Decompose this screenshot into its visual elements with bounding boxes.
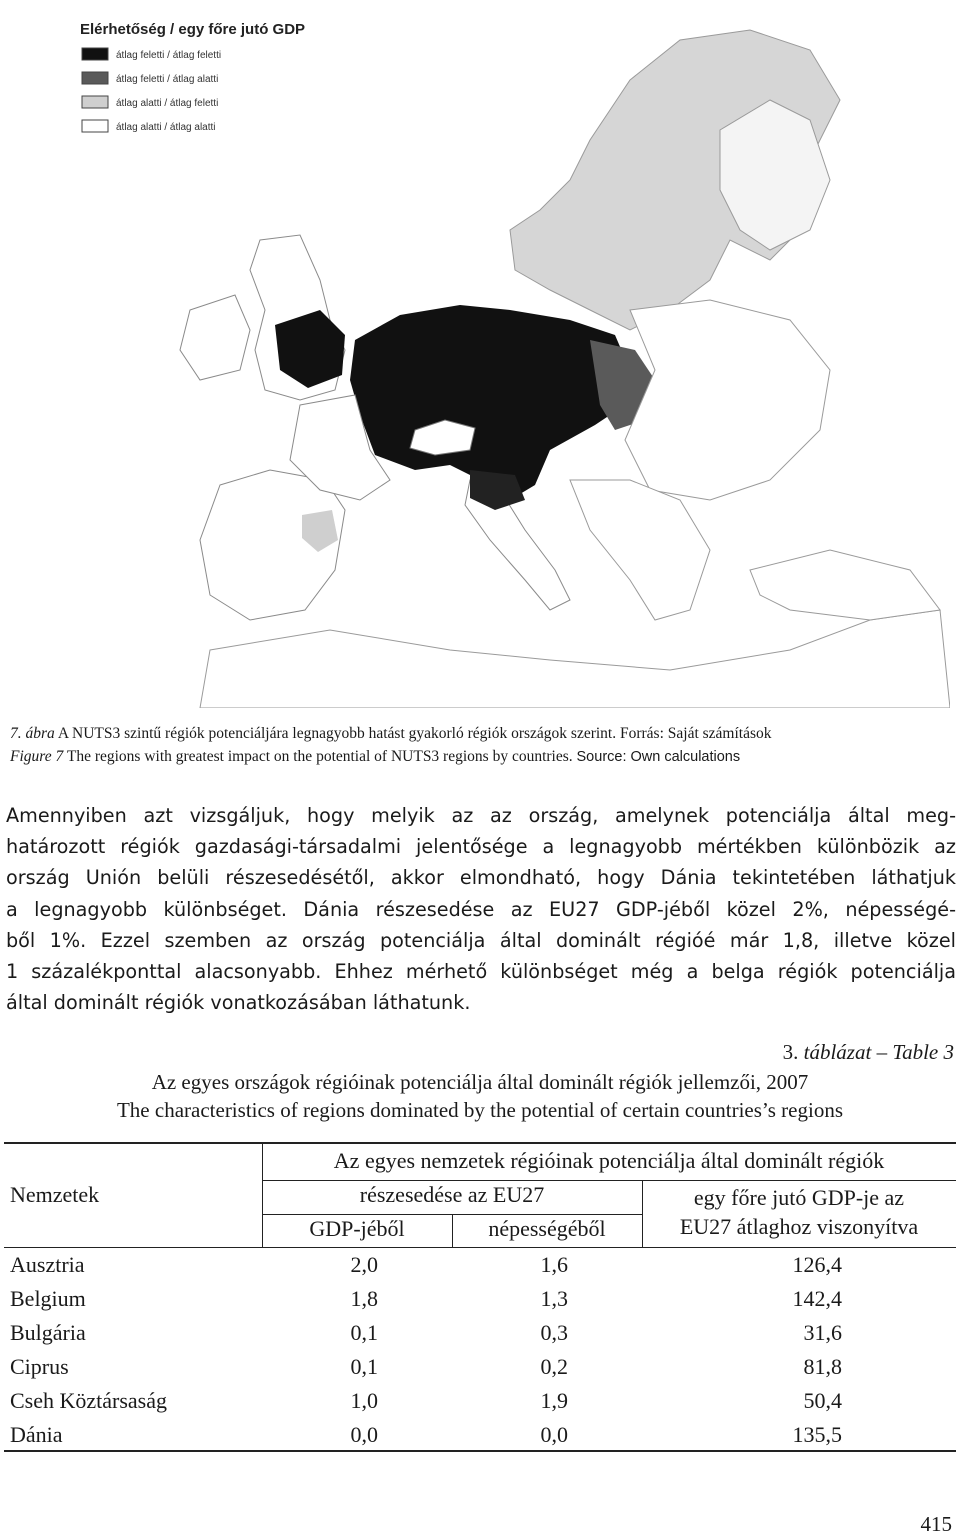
row-pop: 0,0: [540, 1422, 568, 1447]
legend-label-3: átlag alatti / átlag feletti: [116, 98, 219, 109]
table-title-en: The characteristics of regions dominated by the potential of certain countries’s regions: [116, 1098, 843, 1122]
table-label-hu: táblázat: [803, 1040, 872, 1064]
row-country: Ausztria: [10, 1252, 85, 1277]
body-paragraph: [6, 800, 956, 1018]
legend-swatch-3: [82, 96, 108, 108]
col-head-percap-2: EU27 átlaghoz viszonyítva: [679, 1214, 919, 1239]
col-head-gdp: GDP-jéből: [309, 1216, 405, 1241]
row-pop: 1,9: [540, 1388, 568, 1413]
col-head-group: Az egyes nemzetek régióinak potenciálja által dominált régiók: [333, 1148, 885, 1173]
table-head-rule: [4, 1247, 956, 1248]
row-gdp: 1,8: [350, 1286, 378, 1311]
row-percap: 142,4: [792, 1286, 842, 1311]
row-country: Dánia: [10, 1422, 63, 1447]
col-head-share: részesedése az EU27: [359, 1182, 545, 1207]
map-canvas: [70, 10, 950, 708]
table-share-rule: [262, 1214, 642, 1215]
legend-label-4: átlag alatti / átlag alatti: [116, 122, 216, 133]
caption-en-label: Figure 7: [10, 748, 64, 765]
legend-label-2: átlag feletti / átlag alatti: [116, 74, 219, 85]
figure-caption: [10, 722, 955, 769]
table-label: [783, 1040, 954, 1065]
row-percap: 31,6: [803, 1320, 842, 1345]
paragraph-line-2: határozott régiók gazdasági-társadalmi jelentősége a legnagyobb mértékben különbözik az: [6, 835, 956, 859]
caption-en-text: The regions with greatest impact on the potential of NUTS3 regions by countries.: [63, 748, 577, 765]
caption-hu-text: A NUTS3 szintű régiók potenciáljára legnagyobb hatást gyakorló régiók országok szerint. Forrás: Saját számítások: [54, 725, 772, 742]
row-gdp: 0,1: [350, 1320, 378, 1345]
col-head-nemzetek: Nemzetek: [10, 1182, 100, 1207]
table-title-hu: Az egyes országok régióinak potenciálja által dominált régiók jellemzői, 2007: [151, 1070, 809, 1094]
caption-source: Source: Own calculations: [576, 749, 741, 765]
table-vrule-1: [262, 1144, 263, 1248]
table-label-num: 3.: [782, 1040, 804, 1064]
row-country: Belgium: [10, 1286, 86, 1311]
caption-en: [10, 745, 955, 769]
row-pop: 0,3: [540, 1320, 568, 1345]
legend-swatch-1: [82, 48, 108, 60]
legend-swatch-2: [82, 72, 108, 84]
row-country: Cseh Köztársaság: [10, 1388, 168, 1413]
europe-nuts3-map: [70, 10, 950, 708]
paragraph-line-3: ország Unión belüli részesedésétől, akkor elmondható, hogy Dánia tekintetében láthatjuk: [6, 866, 956, 890]
paragraph-line-7: által dominált régiók vonatkozásában láthatunk.: [6, 991, 471, 1015]
table-label-sep: –: [871, 1040, 893, 1064]
table-vrule-3: [642, 1180, 643, 1248]
caption-hu-label: 7. ábra: [10, 725, 55, 742]
row-country: Bulgária: [10, 1320, 86, 1345]
row-pop: 0,2: [540, 1354, 568, 1379]
row-percap: 81,8: [803, 1354, 842, 1379]
paragraph-line-4: a legnagyobb különbséget. Dánia részesedése az EU27 GDP-jéből közel 2%, népességé-: [6, 897, 956, 921]
row-country: Ciprus: [10, 1354, 69, 1379]
row-pop: 1,3: [540, 1286, 568, 1311]
paragraph-line-6: 1 százalékponttal alacsonyabb. Ehhez mérhető különbséget még a belga régiók potenciálja: [6, 960, 956, 984]
legend-swatch-4: [82, 120, 108, 132]
table-vrule-2: [452, 1214, 453, 1248]
paragraph-line-5: ből 1%. Ezzel szemben az ország potenciálja által dominált régióé már 1,8, illetve közel: [6, 928, 956, 952]
row-percap: 135,5: [792, 1422, 842, 1447]
legend-label-1: átlag feletti / átlag feletti: [116, 50, 222, 61]
paragraph-line-1: Amennyiben azt vizsgáljuk, hogy melyik az az ország, amelynek potenciálja által meg-: [6, 804, 956, 827]
table-bottom-rule: [4, 1450, 956, 1452]
table-group-rule: [262, 1180, 956, 1181]
table-label-en: Table 3: [892, 1040, 954, 1064]
row-gdp: 0,1: [350, 1354, 378, 1379]
row-percap: 50,4: [803, 1388, 842, 1413]
table-top-rule: [4, 1142, 956, 1144]
page-number: 415: [920, 1512, 952, 1536]
row-gdp: 2,0: [350, 1252, 378, 1277]
row-gdp: 0,0: [350, 1422, 378, 1447]
row-pop: 1,6: [540, 1252, 568, 1277]
col-head-pop: népességéből: [488, 1216, 606, 1241]
col-head-percap-1: egy főre jutó GDP-je az: [693, 1185, 905, 1210]
caption-hu: [10, 722, 955, 745]
row-gdp: 1,0: [350, 1388, 378, 1413]
row-percap: 126,4: [792, 1252, 842, 1277]
legend-title: Elérhetőség / egy főre jutó GDP: [80, 21, 306, 38]
